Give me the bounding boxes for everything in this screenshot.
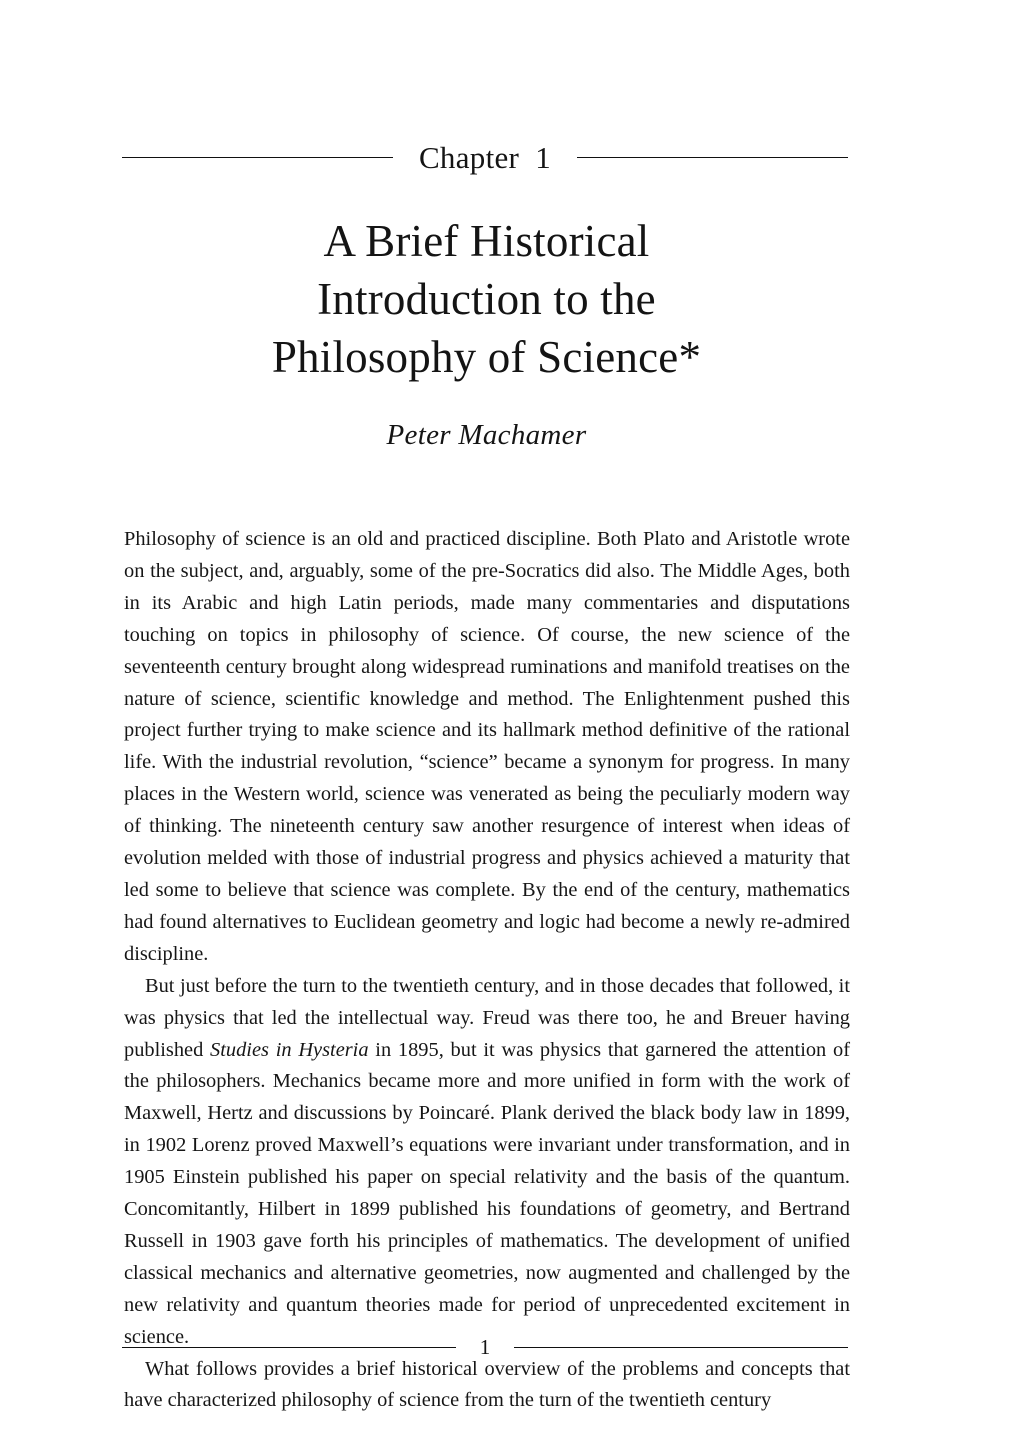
author-name: Peter Machamer [386, 419, 587, 451]
title-line-2: Introduction to the [317, 274, 656, 324]
page-title [124, 212, 849, 386]
footer-rule-right [514, 1347, 848, 1348]
footer-rule-left [122, 1347, 456, 1348]
page-footer [122, 1337, 848, 1358]
paragraph-1: Philosophy of science is an old and practiced discipline. Both Plato and Aristotle wrote on the subject, and, arguably, some of the pre-Socratics did also. The Middle Ages, both in its Arabic and high Latin periods, made many commentaries and disputations touching on topics in philosophy of science. Of course, the new science of the seventeenth century brought along widespread ruminations and manifold treatises on the nature of science, scientific knowledge and method. The Enlightenment pushed this project further trying to make science and its hallmark method definitive of the rational life. With the industrial revolution, “science” became a synonym for progress. In many places in the Western world, science was venerated as being the peculiarly modern way of thinking. The nineteenth century saw another resurgence of interest when ideas of evolution melded with those of industrial progress and physics achieved a maturity that led some to believe that science was complete. By the end of the century, mathematics had found alternatives to Euclidean geometry and logic had become a newly re-admired discipline. [124, 528, 850, 965]
header-rule-right [577, 157, 848, 158]
paragraph-3: What follows provides a brief historical overview of the problems and concepts that have characterized philosophy of science from the turn of the twentieth century [124, 1357, 850, 1412]
title-line-1: A Brief Historical [323, 216, 650, 266]
header-rule-left [122, 157, 393, 158]
title-line-3: Philosophy of Science* [271, 332, 702, 382]
body-text [124, 524, 850, 1417]
title-block [124, 212, 849, 452]
book-title-studies-in-hysteria: Studies in Hysteria [210, 1038, 369, 1061]
paragraph-2 [124, 971, 850, 1354]
paragraph-2-text-after: in 1895, but it was physics that garnered the attention of the philosophers. Mechanics became more and more unified in form with the work of Maxwell, Hertz and discussions by Poincaré. Plank derived the black body law in 1899, in 1902 Lorenz proved Maxwell’s equations were invariant under transformation, and in 1905 Einstein published his paper on special relativity and the basis of the quantum. Concomitantly, Hilbert in 1899 published his foundations of geometry, and Bertrand Russell in 1903 gave forth his principles of mathematics. The development of unified classical mechanics and alternative geometries, now augmented and challenged by the new relativity and quantum theories made for period of unprecedented excitement in science. [124, 1038, 850, 1348]
page-number: 1 [479, 1335, 491, 1359]
paragraph-2-text-before: But just before the turn to the twentieth century, and in those decades that followed, it was physics that led the intellectual way. Freud was there too, he and Breuer having published [124, 974, 850, 1061]
chapter-label: Chapter 1 [418, 140, 552, 175]
chapter-header [122, 142, 848, 173]
